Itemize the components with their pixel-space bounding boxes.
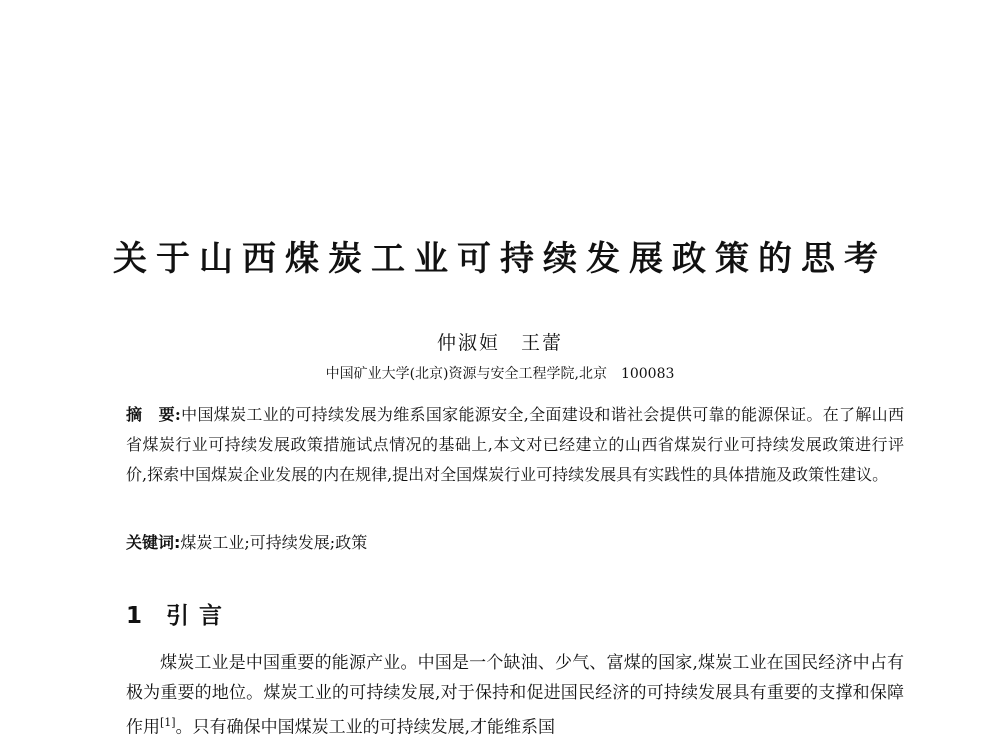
paragraph-text-part1: 煤炭工业是中国重要的能源产业。中国是一个缺油、少气、富煤的国家,煤炭工业在国民经济中占有极为重要的地位。煤炭工业的可持续发展,对于保持和促进国民经济的可持续发展具有重要的支撑和保障作用 — [126, 653, 904, 738]
keywords — [126, 528, 904, 558]
section-title: 引言 — [166, 603, 233, 629]
section-paragraph — [126, 648, 904, 743]
abstract-label: 摘 要: — [126, 405, 181, 424]
paragraph-text-part2: 。只有确保中国煤炭工业的可持续发展,才能维系国 — [175, 717, 555, 738]
paper-authors: 仲淑姮 王蕾 — [436, 332, 563, 354]
abstract — [126, 400, 904, 490]
author-affiliation: 中国矿业大学(北京)资源与安全工程学院,北京 100083 — [325, 366, 675, 382]
paper-title: 关于山西煤炭工业可持续发展政策的思考 — [113, 239, 887, 279]
keywords-text: 煤炭工业;可持续发展;政策 — [180, 533, 368, 552]
abstract-text: 中国煤炭工业的可持续发展为维系国家能源安全,全面建设和谐社会提供可靠的能源保证。在了解山西省煤炭行业可持续发展政策措施试点情况的基础上,本文对已经建立的山西省煤炭行业可持续发展政策进行评价,探索中国煤炭企业发展的内在规律,提出对全国煤炭行业可持续发展具有实践性的具体措施及政策性建议。 — [126, 405, 904, 484]
section-heading — [126, 600, 232, 632]
citation-marker[interactable]: [1] — [160, 716, 176, 729]
section-number: 1 — [126, 603, 143, 629]
keywords-label: 关键词: — [126, 533, 181, 552]
